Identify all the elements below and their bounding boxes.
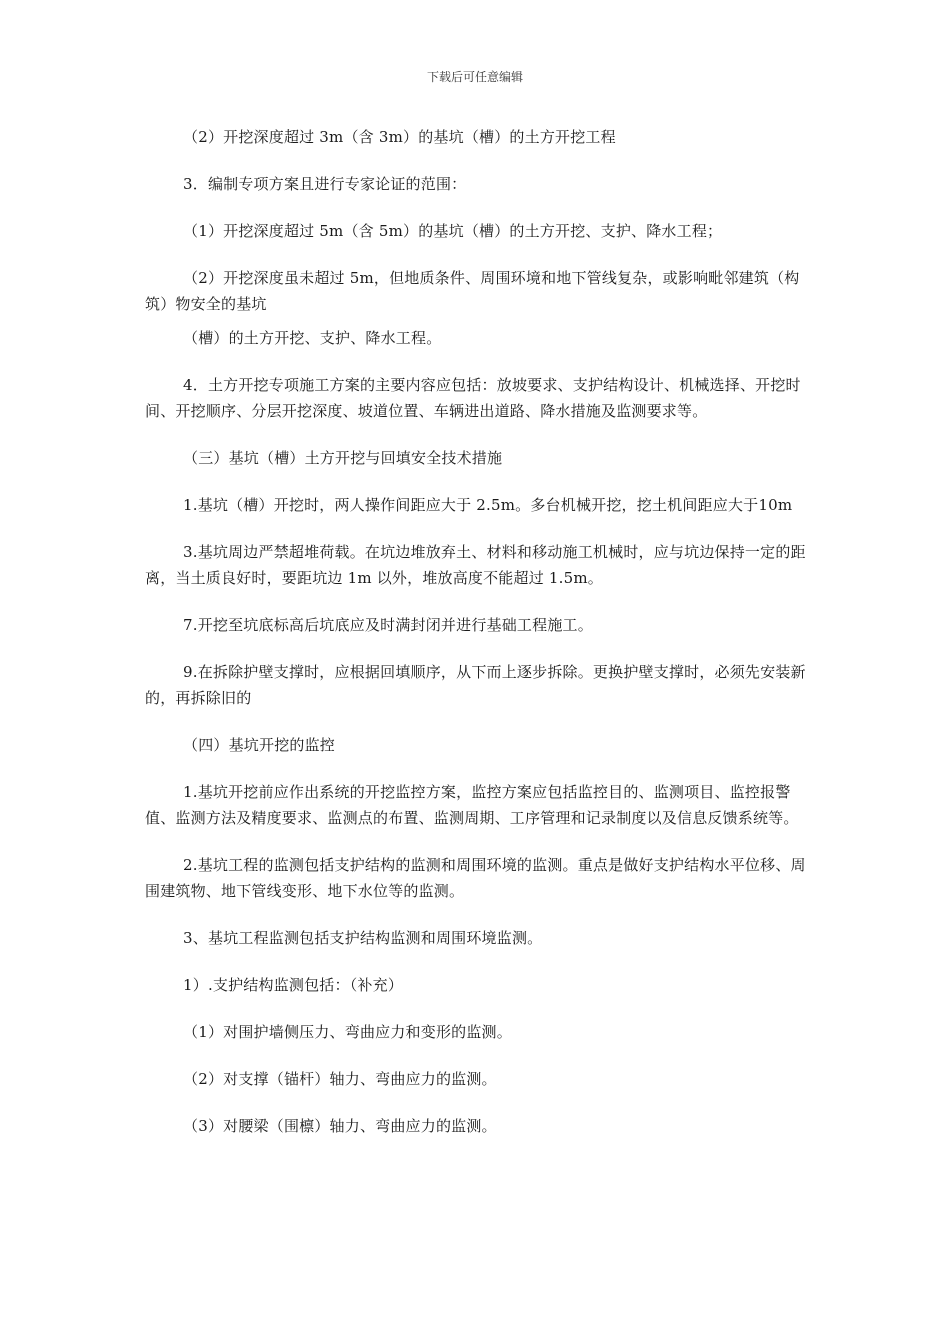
list-item: （2）对支撑（锚杆）轴力、弯曲应力的监测。 [183, 1070, 497, 1088]
paragraph: 4．土方开挖专项施工方案的主要内容应包括：放坡要求、支护结构设计、机械选择、开挖时间、开挖顺序、分层开挖深度、坡道位置、车辆进出道路、降水措施及监测要求等。 [145, 376, 801, 420]
document-body [145, 124, 810, 1160]
paragraph: （2）开挖深度超过 3m（含 3m）的基坑（槽）的土方开挖工程 [183, 128, 616, 146]
list-item: （3）对腰梁（围檩）轴力、弯曲应力的监测。 [183, 1117, 497, 1135]
paragraph: （1）开挖深度超过 5m（含 5m）的基坑（槽）的土方开挖、支护、降水工程； [183, 222, 723, 240]
section-heading: （三）基坑（槽）土方开挖与回填安全技术措施 [183, 449, 503, 467]
page-header: 下载后可任意编辑 [426, 70, 523, 84]
section-heading: （四）基坑开挖的监控 [183, 736, 336, 754]
paragraph: 3.基坑周边严禁超堆荷载。在坑边堆放弃土、材料和移动施工机械时，应与坑边保持一定的距离，当土质良好时，要距坑边 1m 以外，堆放高度不能超过 1.5m。 [145, 543, 806, 587]
paragraph: 9.在拆除护壁支撑时，应根据回填顺序，从下而上逐步拆除。更换护壁支撑时，必须先安装新的，再拆除旧的 [145, 663, 806, 707]
paragraph: 1.基坑开挖前应作出系统的开挖监控方案，监控方案应包括监控目的、监测项目、监控报警值、监测方法及精度要求、监测点的布置、监测周期、工序管理和记录制度以及信息反馈系统等。 [145, 783, 799, 827]
paragraph: 7.开挖至坑底标高后坑底应及时满封闭并进行基础工程施工。 [183, 616, 593, 634]
paragraph: 1.基坑（槽）开挖时，两人操作间距应大于 2.5m。多台机械开挖，挖土机间距应大于10m [183, 496, 793, 514]
paragraph: （槽）的土方开挖、支护、降水工程。 [183, 329, 442, 347]
paragraph: 2.基坑工程的监测包括支护结构的监测和周围环境的监测。重点是做好支护结构水平位移、周围建筑物、地下管线变形、地下水位等的监测。 [145, 856, 806, 900]
paragraph: 3、基坑工程监测包括支护结构监测和周围环境监测。 [183, 929, 543, 947]
paragraph: 1）.支护结构监测包括：（补充） [183, 976, 404, 994]
list-item: （1）对围护墙侧压力、弯曲应力和变形的监测。 [183, 1023, 512, 1041]
paragraph: （2）开挖深度虽未超过 5m，但地质条件、周围环境和地下管线复杂，或影响毗邻建筑（构筑）物安全的基坑 [145, 269, 800, 313]
paragraph: 3．编制专项方案且进行专家论证的范围： [183, 175, 467, 193]
